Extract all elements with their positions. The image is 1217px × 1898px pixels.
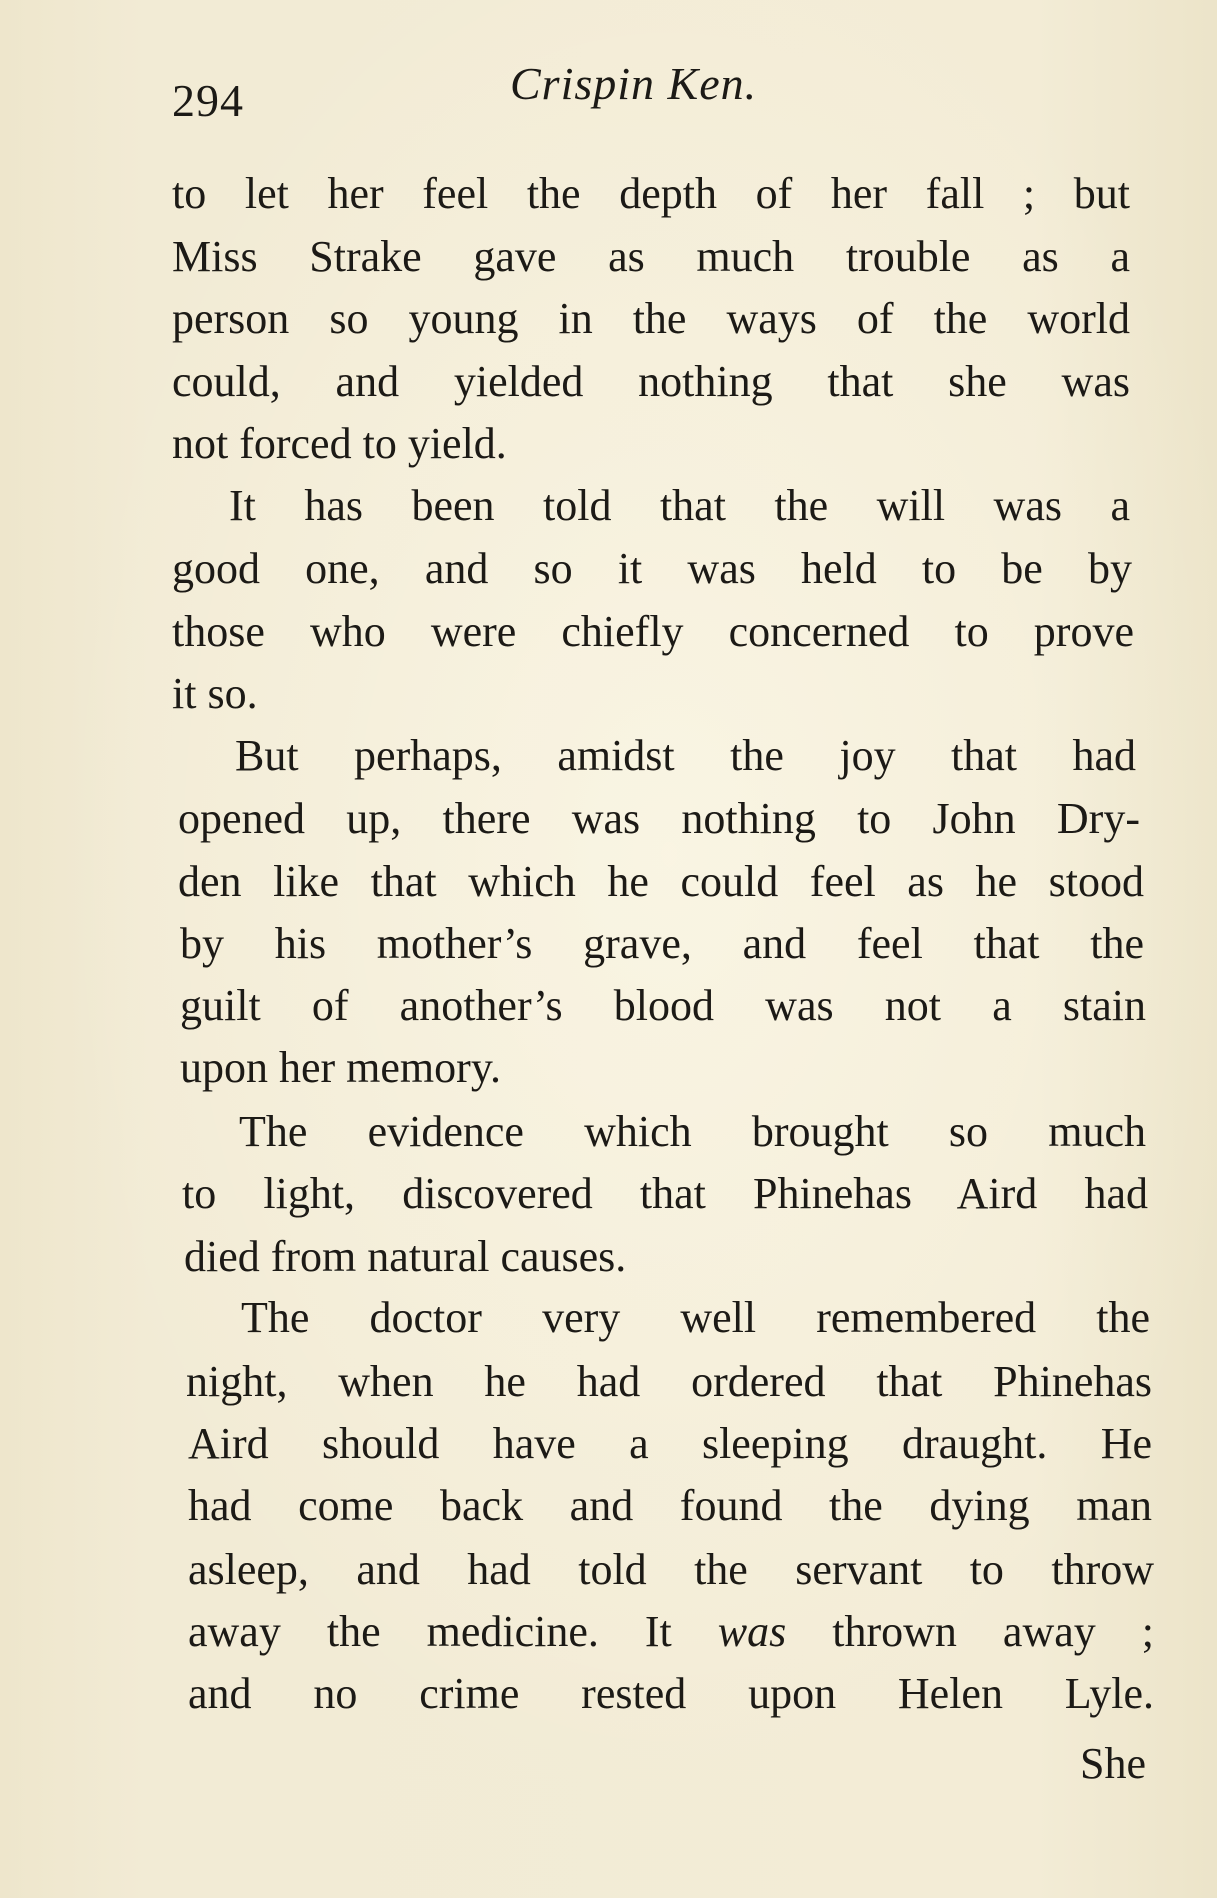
text-line: died from natural causes. <box>184 1232 627 1281</box>
text-line: it so. <box>172 669 258 718</box>
text-line: den like that which he could feel as he stood <box>178 857 1144 906</box>
text-line: night, when he had ordered that Phinehas <box>186 1357 1152 1406</box>
running-title: Crispin Ken. <box>510 58 758 109</box>
text-line: could, and yielded nothing that she was <box>172 357 1130 406</box>
text-line: The evidence which brought so much <box>239 1107 1146 1156</box>
text-line: It has been told that the will was a <box>229 481 1130 530</box>
text-line: those who were chiefly concerned to prove <box>172 607 1134 656</box>
page-number: 294 <box>172 75 244 126</box>
text-line: to light, discovered that Phinehas Aird had <box>182 1169 1148 1218</box>
page-header <box>172 52 1144 126</box>
text-line: not forced to yield. <box>172 419 507 468</box>
text-line: by his mother’s grave, and feel that the <box>180 919 1144 968</box>
text-line: Miss Strake gave as much trouble as a <box>172 232 1130 281</box>
emphasis: was <box>717 1607 787 1656</box>
text-line: good one, and so it was held to be by <box>172 544 1132 593</box>
text-line: away the medicine. It was thrown away ; <box>188 1607 1154 1656</box>
text-line: Aird should have a sleeping draught. He <box>188 1419 1152 1468</box>
text-line: upon her memory. <box>180 1043 501 1092</box>
text-line: guilt of another’s blood was not a stain <box>180 981 1146 1030</box>
catchword: She <box>1080 1739 1146 1788</box>
text-line: opened up, there was nothing to John Dry- <box>178 794 1140 843</box>
text-line: But perhaps, amidst the joy that had <box>235 731 1136 780</box>
text-line: The doctor very well remembered the <box>241 1293 1150 1342</box>
text-line: person so young in the ways of the world <box>172 294 1130 343</box>
text-line: had come back and found the dying man <box>188 1481 1152 1530</box>
text-line: to let her feel the depth of her fall ; but <box>172 169 1130 218</box>
text-line: asleep, and had told the servant to throw <box>188 1545 1154 1594</box>
text-line: and no crime rested upon Helen Lyle. <box>188 1669 1154 1718</box>
